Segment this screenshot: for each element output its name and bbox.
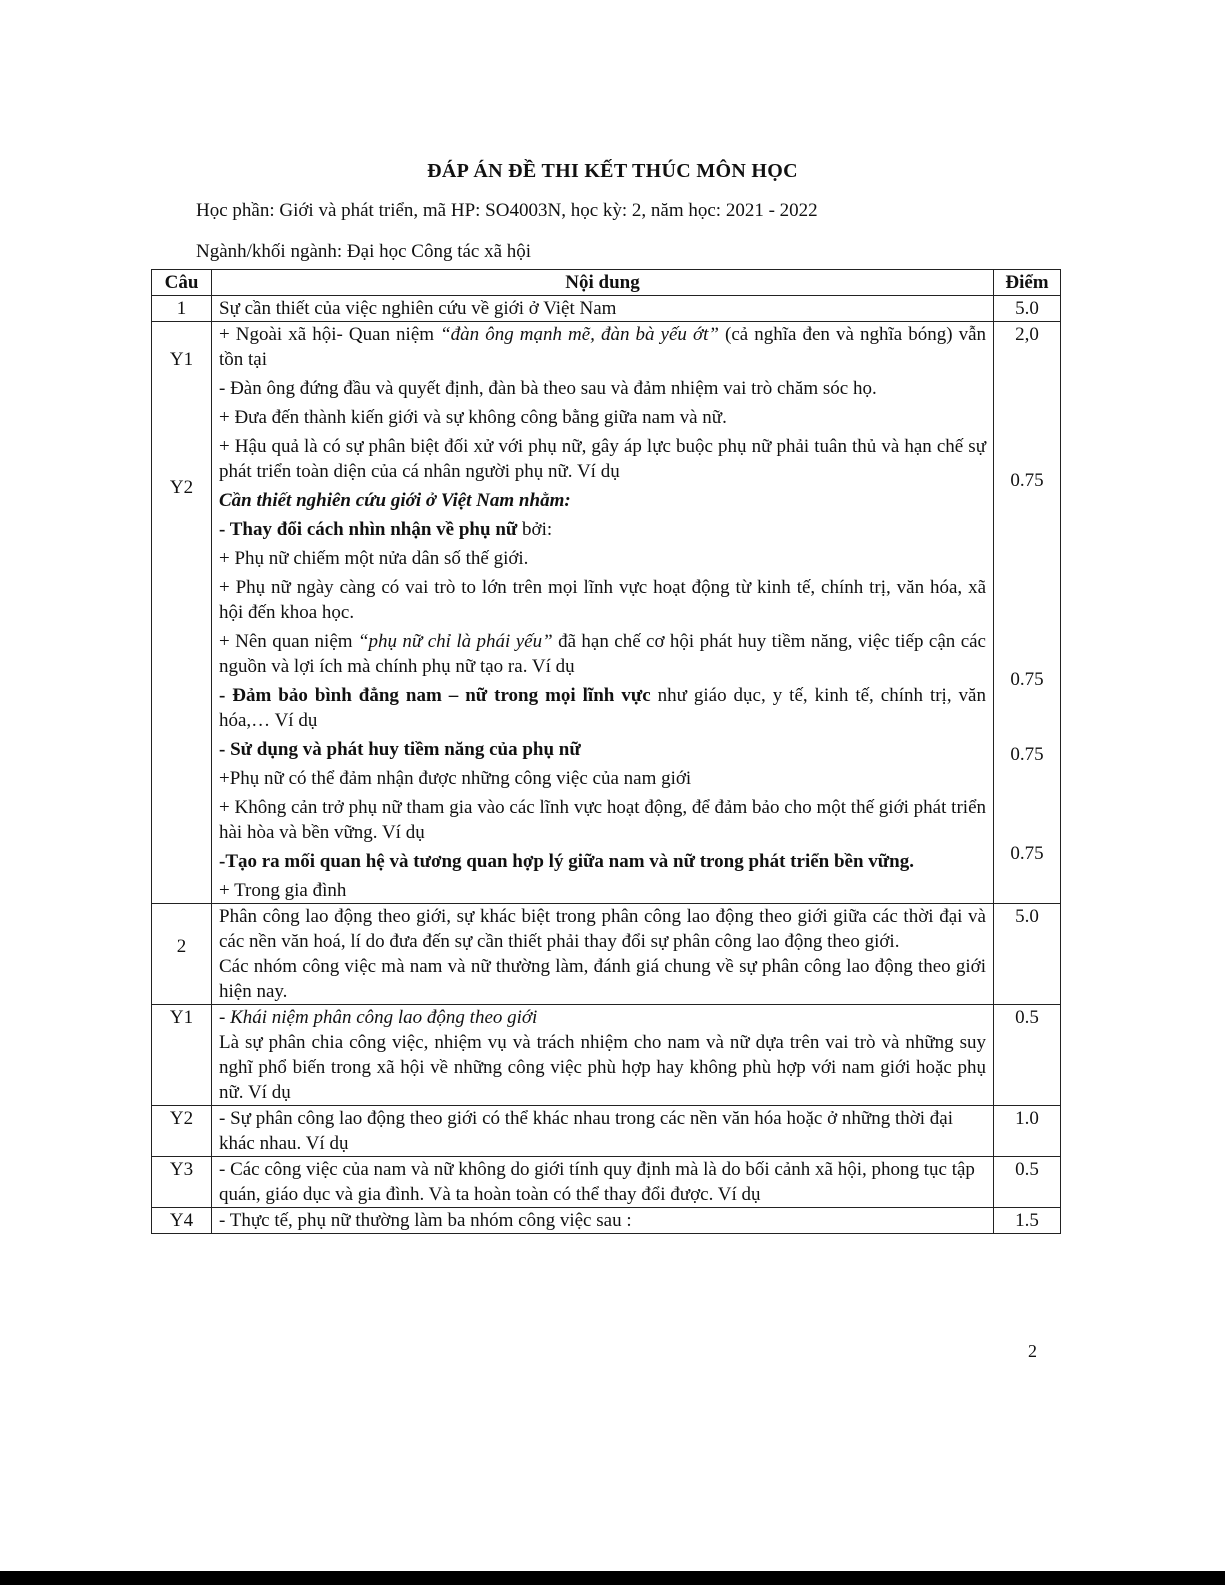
answer-content: - Thực tế, phụ nữ thường làm ba nhóm công việc sau : (212, 1208, 994, 1234)
scan-edge (0, 1571, 1225, 1585)
sub-labels (152, 322, 212, 904)
score-column (994, 322, 1061, 904)
table-row (152, 904, 1061, 1005)
course-info: Học phần: Giới và phát triển, mã HP: SO4003N, học kỳ: 2, năm học: 2021 - 2022 (196, 200, 818, 221)
content-heading: - Khái niệm phân công lao động theo giới (219, 1007, 538, 1028)
content-line: + Đưa đến thành kiến giới và sự không công bằng giữa nam và nữ. (219, 407, 727, 428)
table-row (152, 1005, 1061, 1106)
score: 0.75 (1010, 744, 1044, 765)
content-line: + Trong gia đình (219, 880, 347, 901)
answer-content: - Sự phân công lao động theo giới có thể khác nhau trong các nền văn hóa hoặc ở những thời đại khác nhau. Ví dụ (212, 1106, 994, 1157)
content-line: + Ngoài xã hội- Quan niệm “đàn ông mạnh mẽ, đàn bà yếu ớt” (cả nghĩa đen và nghĩa bóng) vẫn tồn tại (219, 324, 986, 370)
content-heading: Cần thiết nghiên cứu giới ở Việt Nam nhằm: (219, 490, 571, 511)
major-info: Ngành/khối ngành: Đại học Công tác xã hội (196, 241, 532, 262)
answer-content: - Các công việc của nam và nữ không do giới tính quy định mà là do bối cảnh xã hội, phong tục tập quán, giáo dục và gia đình. Và ta hoàn toàn có thể thay đổi được. Ví dụ (212, 1157, 994, 1208)
table-row (152, 322, 1061, 904)
content-line: - Thay đổi cách nhìn nhận về phụ nữ bởi: (219, 519, 553, 540)
score: 1.5 (994, 1208, 1061, 1234)
question-title (212, 904, 994, 1005)
content-line: Là sự phân chia công việc, nhiệm vụ và trách nhiệm cho nam và nữ dựa trên vai trò và những suy nghĩ phổ biến trong xã hội về những công việc phù hợp hay không phù hợp với nam giới hoặc phụ nữ. Ví dụ (219, 1032, 986, 1103)
question-title: Sự cần thiết của việc nghiên cứu về giới ở Việt Nam (212, 296, 994, 322)
page-number: 2 (1028, 1341, 1037, 1361)
table-row (152, 1106, 1061, 1157)
content-line: Phân công lao động theo giới, sự khác biệt trong phân công lao động theo giới giữa các thời đại và các nền văn hoá, lí do đưa đến sự cần thiết phải thay đổi sự phân công lao động theo giới. (219, 906, 986, 952)
label-y1: Y1 (169, 349, 194, 370)
content-line: +Phụ nữ có thể đảm nhận được những công việc của nam giới (219, 768, 692, 789)
score: 5.0 (994, 296, 1061, 322)
table-row (152, 1157, 1061, 1208)
table-row (152, 1208, 1061, 1234)
score: 0.5 (994, 1157, 1061, 1208)
header-diem: Điểm (994, 270, 1061, 296)
question-number: 1 (152, 296, 212, 322)
page-title: ĐÁP ÁN ĐỀ THI KẾT THÚC MÔN HỌC (427, 160, 798, 182)
score: 5.0 (994, 904, 1061, 1005)
content-line: Các nhóm công việc mà nam và nữ thường làm, đánh giá chung về sự phân công lao động theo giới hiện nay. (219, 956, 986, 1002)
content-line: + Phụ nữ ngày càng có vai trò to lớn trên mọi lĩnh vực hoạt động từ kinh tế, chính trị, văn hóa, xã hội đến khoa học. (219, 577, 986, 623)
score: 0.75 (1010, 470, 1044, 491)
score: 0.75 (1010, 669, 1044, 690)
answer-table (151, 269, 1061, 1234)
content-line: -Tạo ra mối quan hệ và tương quan hợp lý giữa nam và nữ trong phát triển bền vững. (219, 851, 915, 872)
header-cau: Câu (152, 270, 212, 296)
sub-label: Y3 (152, 1157, 212, 1208)
content-line: + Không cản trở phụ nữ tham gia vào các lĩnh vực hoạt động, để đảm bảo cho một thế giới phát triển hài hòa và bền vững. Ví dụ (219, 797, 986, 843)
sub-label: Y4 (152, 1208, 212, 1234)
question-number: 2 (152, 904, 212, 1005)
label-y2: Y2 (169, 477, 194, 498)
score: 0.5 (994, 1005, 1061, 1106)
content-line: - Đảm bảo bình đẳng nam – nữ trong mọi lĩnh vực như giáo dục, y tế, kinh tế, chính trị, văn hóa,… Ví dụ (219, 685, 986, 731)
sub-label: Y2 (152, 1106, 212, 1157)
content-line: - Sử dụng và phát huy tiềm năng của phụ nữ (219, 739, 581, 760)
answer-content (212, 322, 994, 904)
content-line: + Phụ nữ chiếm một nửa dân số thế giới. (219, 548, 529, 569)
score: 2,0 (1015, 324, 1039, 345)
content-line: - Đàn ông đứng đầu và quyết định, đàn bà theo sau và đảm nhiệm vai trò chăm sóc họ. (219, 378, 877, 399)
table-row (152, 296, 1061, 322)
content-line: + Hậu quả là có sự phân biệt đối xử với phụ nữ, gây áp lực buộc phụ nữ phải tuân thủ và hạn chế sự phát triển toàn diện của cá nhân người phụ nữ. Ví dụ (219, 436, 986, 482)
header-noidung: Nội dung (212, 270, 994, 296)
table-header-row (152, 270, 1061, 296)
score: 1.0 (994, 1106, 1061, 1157)
answer-content (212, 1005, 994, 1106)
score: 0.75 (1010, 843, 1044, 864)
content-line: + Nên quan niệm “phụ nữ chỉ là phái yếu” đã hạn chế cơ hội phát huy tiềm năng, việc tiếp cận các nguồn và lợi ích mà chính phụ nữ tạo ra. Ví dụ (219, 631, 986, 677)
sub-label: Y1 (152, 1005, 212, 1106)
